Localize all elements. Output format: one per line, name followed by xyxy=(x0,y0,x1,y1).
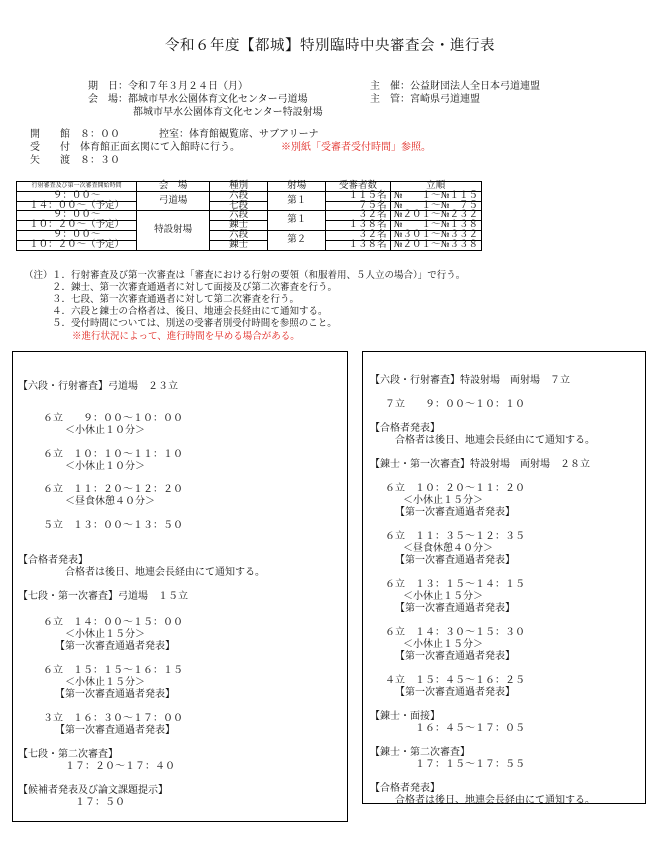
section-heading: 【錬士・第一次審査】特設射場 両射場 ２８立 xyxy=(370,459,590,470)
break-note: ＜昼食休憩４０分＞ xyxy=(403,543,493,554)
row-order: №２０１～№２３２ xyxy=(390,211,481,221)
page-title: 令和６年度【都城】特別臨時中央審査会・進行表 xyxy=(165,38,495,54)
header-grade: 種別 xyxy=(210,182,268,192)
pass-announcement: 【第一次審査通過者発表】 xyxy=(55,725,175,736)
header-time: 行射審査及び第一次審査開始時間 xyxy=(17,182,137,192)
row-grade: 六段 xyxy=(210,211,268,221)
section-heading: 【候補者発表及び論文課題提示】 xyxy=(18,785,168,796)
header-venue: 会 場 xyxy=(137,182,210,192)
row-grade: 錬士 xyxy=(210,221,268,231)
open-time: 開 館 ８：００ xyxy=(30,129,120,140)
row-order: № １～№ ７５ xyxy=(390,201,481,211)
venue-2: 都城市早水公園体育文化センター特設射場 xyxy=(133,107,323,118)
row-order: № １～№１３８ xyxy=(390,221,481,231)
section-heading: 【七段・第一次審査】弓道場 １５立 xyxy=(18,591,188,602)
note-item: ３．七段、第一次審査通過者に対して第二次審査を行う。 xyxy=(52,294,300,305)
row-time: １０：２０～（予定） xyxy=(17,221,137,231)
row-time: ９：００～ xyxy=(17,191,137,201)
result-note: 合格者は後日、地連会長経由にて通知する。 xyxy=(395,435,595,446)
header-count: 受審者数 xyxy=(326,182,390,192)
time-slot: ６立 １４：００～１５：００ xyxy=(43,617,183,628)
note-item: １．行射審査及び第一次審査は「審査における行射の要領（和服着用、５人立の場合）」で行う。 xyxy=(52,270,466,281)
result-note: 合格者は後日、地連会長経由にて通知する。 xyxy=(395,795,595,806)
manager: 主 管：宮崎県弓道連盟 xyxy=(370,94,480,105)
row-venue: 特設射場 xyxy=(137,211,210,250)
row-order: №２０１～№３３８ xyxy=(390,240,481,250)
schedule-table xyxy=(16,181,482,251)
time-slot: ６立 １１：３５～１２：３５ xyxy=(385,531,525,542)
organizer: 主 催：公益財団法人全日本弓道連盟 xyxy=(370,81,540,92)
note-item: ２．錬士、第一次審査通過者に対して面接及び第二次審査を行う。 xyxy=(52,282,338,293)
row-range: 第１ xyxy=(268,191,326,211)
pass-announcement: 【第一次審査通過者発表】 xyxy=(395,555,515,566)
time-slot: ５立 １３：００～１３：５０ xyxy=(43,520,183,531)
time-slot: ６立 １０：１０～１１：１０ xyxy=(43,449,183,460)
time-slot: ６立 ９：００～１０：００ xyxy=(43,413,183,424)
time-slot: １７：２０～１７：４０ xyxy=(65,761,175,772)
pass-announcement: 【第一次審査通過者発表】 xyxy=(395,507,515,518)
table-row xyxy=(17,240,482,250)
time-slot: ３立 １６：３０～１７：００ xyxy=(43,713,183,724)
reception-note: ※別紙「受審者受付時間」参照。 xyxy=(281,142,431,153)
time-slot: ６立 １１：２０～１２：２０ xyxy=(43,484,183,495)
row-grade: 錬士 xyxy=(210,240,268,250)
pass-announcement: 【第一次審査通過者発表】 xyxy=(55,689,175,700)
time-slot: ６立 １５：１５～１６：１５ xyxy=(43,665,183,676)
header-order: 立順 xyxy=(390,182,481,192)
waiting-room: 控室：体育館観覧席、サブアリーナ xyxy=(159,129,319,140)
left-schedule-box xyxy=(12,351,348,822)
section-heading: 【合格者発表】 xyxy=(370,423,440,434)
break-note: ＜小休止１５分＞ xyxy=(65,677,145,688)
reception-time: 受 付 体育館正面玄関にて入館時に行う。 xyxy=(30,142,240,153)
pass-announcement: 【第一次審査通過者発表】 xyxy=(395,603,515,614)
row-grade: 六段 xyxy=(210,191,268,201)
row-count: ３２名 xyxy=(326,230,390,240)
row-venue: 弓道場 xyxy=(137,191,210,211)
row-time: １４：００～（予定） xyxy=(17,201,137,211)
time-slot: ４立 １５：４５～１６：２５ xyxy=(385,675,525,686)
section-heading: 【六段・行射審査】特設射場 両射場 ７立 xyxy=(370,375,570,386)
section-heading: 【錬士・面接】 xyxy=(370,711,440,722)
row-range: 第１ xyxy=(268,211,326,231)
time-slot: １７：５０ xyxy=(75,797,125,808)
row-count: １３８名 xyxy=(326,221,390,231)
break-note: ＜昼食休憩４０分＞ xyxy=(65,496,155,507)
section-heading: 【合格者発表】 xyxy=(18,555,88,566)
time-slot: ６立 １０：２０～１１：２０ xyxy=(385,483,525,494)
result-note: 合格者は後日、地連会長経由にて通知する。 xyxy=(65,567,265,578)
pass-announcement: 【第一次審査通過者発表】 xyxy=(395,651,515,662)
time-slot: １７：１５～１７：５５ xyxy=(415,759,525,770)
notes-label: （注） xyxy=(24,270,53,281)
row-grade: 七段 xyxy=(210,201,268,211)
row-count: １３８名 xyxy=(326,240,390,250)
break-note: ＜小休止１５分＞ xyxy=(403,591,483,602)
row-grade: 六段 xyxy=(210,230,268,240)
row-count: ７５名 xyxy=(326,201,390,211)
break-note: ＜小休止１５分＞ xyxy=(403,639,483,650)
time-slot: ６立 １３：１５～１４：１５ xyxy=(385,579,525,590)
section-heading: 【合格者発表】 xyxy=(370,783,440,794)
break-note: ＜小休止１０分＞ xyxy=(65,425,145,436)
pass-announcement: 【第一次審査通過者発表】 xyxy=(55,641,175,652)
row-time: ９：００～ xyxy=(17,230,137,240)
section-heading: 【錬士・第二次審査】 xyxy=(370,747,470,758)
time-slot: １６：４５～１７：０５ xyxy=(415,723,525,734)
note-item: ５．受付時間については、別送の受審者別受付時間を参照のこと。 xyxy=(52,318,337,329)
time-slot: ７立 ９：００～１０：１０ xyxy=(385,399,525,410)
note-red: ※進行状況によって、進行時間を早める場合がある。 xyxy=(72,331,300,342)
date: 期 日：令和７年３月２４日（月） xyxy=(88,81,248,92)
section-heading: 【六段・行射審査】弓道場 ２３立 xyxy=(18,381,178,392)
break-note: ＜小休止１０分＞ xyxy=(65,461,145,472)
pass-announcement: 【第一次審査通過者発表】 xyxy=(395,687,515,698)
row-count: ３２名 xyxy=(326,211,390,221)
break-note: ＜小休止１５分＞ xyxy=(403,495,483,506)
right-schedule-box xyxy=(362,351,646,804)
section-heading: 【七段・第二次審査】 xyxy=(18,749,118,760)
arrow-time: 矢 渡 ８：３０ xyxy=(30,155,120,166)
venue-1: 会 場：都城市早水公園体育文化センター弓道場 xyxy=(88,94,308,105)
time-slot: ６立 １４：３０～１５：３０ xyxy=(385,627,525,638)
note-item: ４．六段と錬士の合格者は、後日、地連会長経由にて通知する。 xyxy=(52,306,328,317)
break-note: ＜小休止１５分＞ xyxy=(65,629,145,640)
row-order: № １～№１１５ xyxy=(390,191,481,201)
row-count: １１５名 xyxy=(326,191,390,201)
header-range: 射場 xyxy=(268,182,326,192)
row-time: ９：００～ xyxy=(17,211,137,221)
row-time: １０：２０～（予定） xyxy=(17,240,137,250)
row-range: 第２ xyxy=(268,230,326,250)
row-order: №３０１～№３３２ xyxy=(390,230,481,240)
